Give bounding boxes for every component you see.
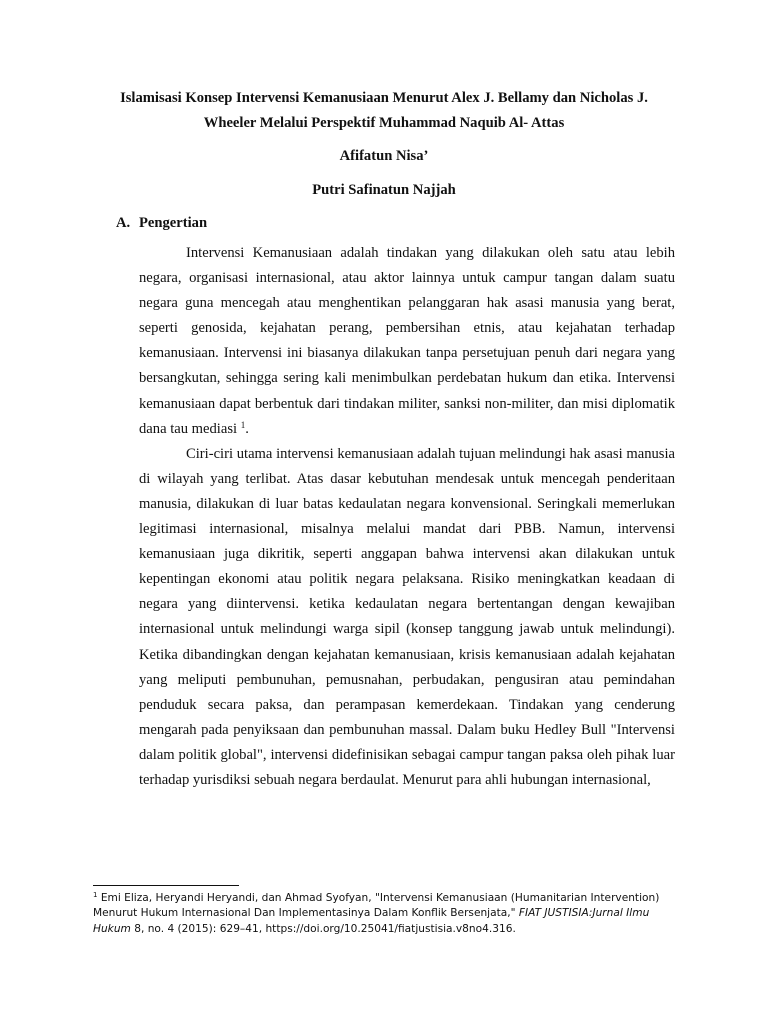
footnote-text-a: Emi Eliza, Heryandi Heryandi, dan Ahmad Syofyan, "Intervensi Kemanusiaan (Humanitarian Intervention) Menurut Hukum Internasional Dan Implementasinya Dalam Konflik Bersenjata," <box>93 892 660 920</box>
footnote-number: 1 <box>93 891 98 899</box>
title-line-2: Wheeler Melalui Perspektif Muhammad Naquib Al- Attas <box>203 115 565 131</box>
footnote-text-b: 8, no. 4 (2015): 629–41, https://doi.org/10.25041/fiatjustisia.v8no4.316. <box>130 922 516 935</box>
paragraph-1-text: Intervensi Kemanusiaan adalah tindakan yang dilakukan oleh satu atau lebih negara, organisasi internasional, atau aktor lainnya untuk campur tangan dalam suatu negara guna mencegah atau menghentikan pelanggaran hak asasi manusia yang berat, seperti genosida, kejahatan perang, pembersihan etnis, atau kejahatan terhadap kemanusiaan. Intervensi ini biasanya dilakukan tanpa persetujuan penuh dari negara yang bersangkutan, sehingga sering kali menimbulkan perdebatan hukum dan etika. Intervensi kemanusiaan dapat berbentuk dari tindakan militer, sanksi non-militer, dan misi diplomatik dana tau mediasi <box>139 245 675 437</box>
author-name-2: Putri Safinatun Najjah <box>312 182 456 198</box>
paragraph-1 <box>139 241 675 442</box>
footnote <box>93 891 673 937</box>
paragraph-2: Ciri-ciri utama intervensi kemanusiaan adalah tujuan melindungi hak asasi manusia di wilayah yang terlibat. Atas dasar kebutuhan mendesak untuk mencegah penderitaan manusia, dilakukan di luar batas kedaulatan negara konvensional. Seringkali memerlukan legitimasi internasional, misalnya melalui mandat dari PBB. Namun, intervensi kemanusiaan juga dikritik, seperti anggapan bahwa intervensi akan dilakukan untuk kepentingan ekonomi atau politik negara pelaksana. Risiko meningkatkan keadaan di negara yang diintervensi. ketika kedaulatan negara bertentangan dengan kewajiban internasional untuk melindungi warga sipil (konsep tanggung jawab untuk melindungi). Ketika dibandingkan dengan kejahatan kemanusiaan, krisis kemanusiaan adalah kejahatan yang meliputi pembunuhan, pemusnahan, perbudakan, pengusiran atau pemindahan penduduk secara paksa, dan perampasan kemerdekaan. Tindakan yang cenderung mengarah pada penyiksaan dan pembunuhan massal. Dalam buku Hedley Bull "Intervensi dalam politik global", intervensi didefinisikan sebagai campur tangan paksa oleh pihak luar terhadap yurisdiksi sebuah negara berdaulat. Menurut para ahli hubungan internasional, <box>139 445 675 788</box>
author-name-1: Afifatun Nisa’ <box>339 148 429 164</box>
footnote-separator <box>93 885 239 886</box>
title-line-1: Islamisasi Konsep Intervensi Kemanusiaan Menurut Alex J. Bellamy dan Nicholas J. <box>120 90 648 106</box>
footnote-journal: FIAT JUSTISIA:Jurnal Ilmu Hukum <box>93 907 650 935</box>
document-title <box>60 86 708 136</box>
section-title: Pengertian <box>139 215 208 231</box>
footnote-reference[interactable]: 1 <box>240 419 246 430</box>
section-number: A. <box>116 215 131 231</box>
section-heading <box>116 215 207 232</box>
paragraph-1-end: . <box>245 420 249 437</box>
body-text <box>139 241 675 793</box>
